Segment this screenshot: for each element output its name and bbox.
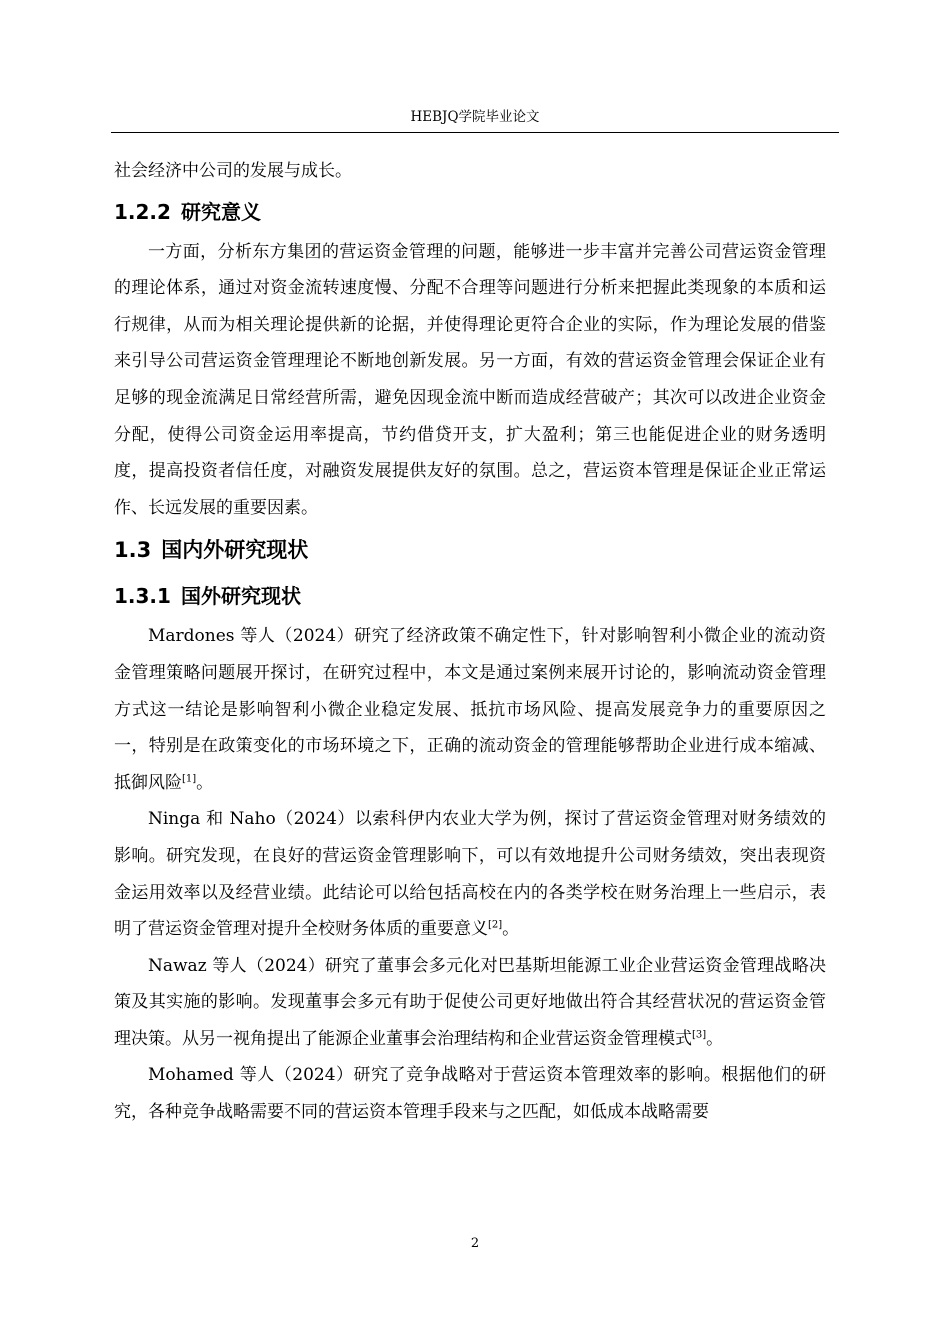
heading-title: 国内外研究现状 [161,538,309,563]
paragraph-ninga [114,801,826,947]
paragraph-mardones [114,618,826,801]
citation-ref-3[interactable]: [3] [692,1029,707,1041]
paragraph-text: Nawaz 等人（2024）研究了董事会多元化对巴基斯坦能源工业企业营运资金管理战略决策及其实施的影响。发现董事会多元有助于促使公司更好地做出符合其经营状况的营运资金管理决策。从另一视角提出了能源企业董事会治理结构和企业营运资金管理模式 [114,955,826,1049]
heading-title: 研究意义 [180,199,261,224]
citation-ref-1[interactable]: [1] [182,773,197,785]
paragraph-mohamed: Mohamed 等人（2024）研究了竞争战略对于营运资本管理效率的影响。根据他们的研究，各种竞争战略需要不同的营运资本管理手段来与之匹配，如低成本战略需要 [114,1065,826,1123]
heading-number: 1.2.2 [114,199,171,224]
page-content [114,153,826,1131]
page-header: HEBJQ学院毕业论文 [410,109,540,125]
heading-1-2-2 [114,190,826,234]
paragraph-text: Mardones 等人（2024）研究了经济政策不确定性下，针对影响智利小微企业的流动资金管理策略问题展开探讨，在研究过程中，本文是通过案例来展开讨论的，影响流动资金管理方式这一结论是影响智利小微企业稳定发展、抵抗市场风险、提高发展竞争力的重要原因之一，特别是在政策变化的市场环境之下，正确的流动资金的管理能够帮助企业进行成本缩减、抵御风险 [114,626,826,793]
paragraph-nawaz [114,948,826,1058]
page-number: 2 [470,1236,480,1251]
paragraph-end: 。 [196,772,214,793]
research-significance-paragraph: 一方面，分析东方集团的营运资金管理的问题，能够进一步丰富并完善公司营运资金管理的理论体系，通过对资金流转速度慢、分配不合理等问题进行分析来把握此类现象的本质和运行规律，从而为相关理论提供新的论据，并使得理论更符合企业的实际，作为理论发展的借鉴来引导公司营运资金管理理论不断地创新发展。另一方面，有效的营运资金管理会保证企业有足够的现金流满足日常经营所需，避免因现金流中断而造成经营破产；其次可以改进企业资金分配，使得公司资金运用率提高，节约借贷开支，扩大盈利；第三也能促进企业的财务透明度，提高投资者信任度，对融资发展提供友好的氛围。总之，营运资本管理是保证企业正常运作、长远发展的重要因素。 [114,241,826,518]
paragraph-end: 。 [706,1028,724,1049]
intro-tail-paragraph: 社会经济中公司的发展与成长。 [114,161,352,181]
heading-number: 1.3.1 [114,584,171,609]
header-rule [111,132,839,133]
paragraph-end: 。 [502,919,520,940]
heading-title: 国外研究现状 [180,584,301,609]
heading-number: 1.3 [114,538,152,563]
citation-ref-2[interactable]: [2] [488,919,503,931]
heading-1-3 [114,526,826,574]
heading-1-3-1 [114,574,826,618]
paragraph-text: Ninga 和 Naho（2024）以索科伊内农业大学为例，探讨了营运资金管理对财务绩效的影响。研究发现，在良好的营运资金管理影响下，可以有效地提升公司财务绩效，突出表现资金运用效率以及经营业绩。此结论可以给包括高校在内的各类学校在财务治理上一些启示，表明了营运资金管理对提升全校财务体质的重要意义 [114,809,826,940]
